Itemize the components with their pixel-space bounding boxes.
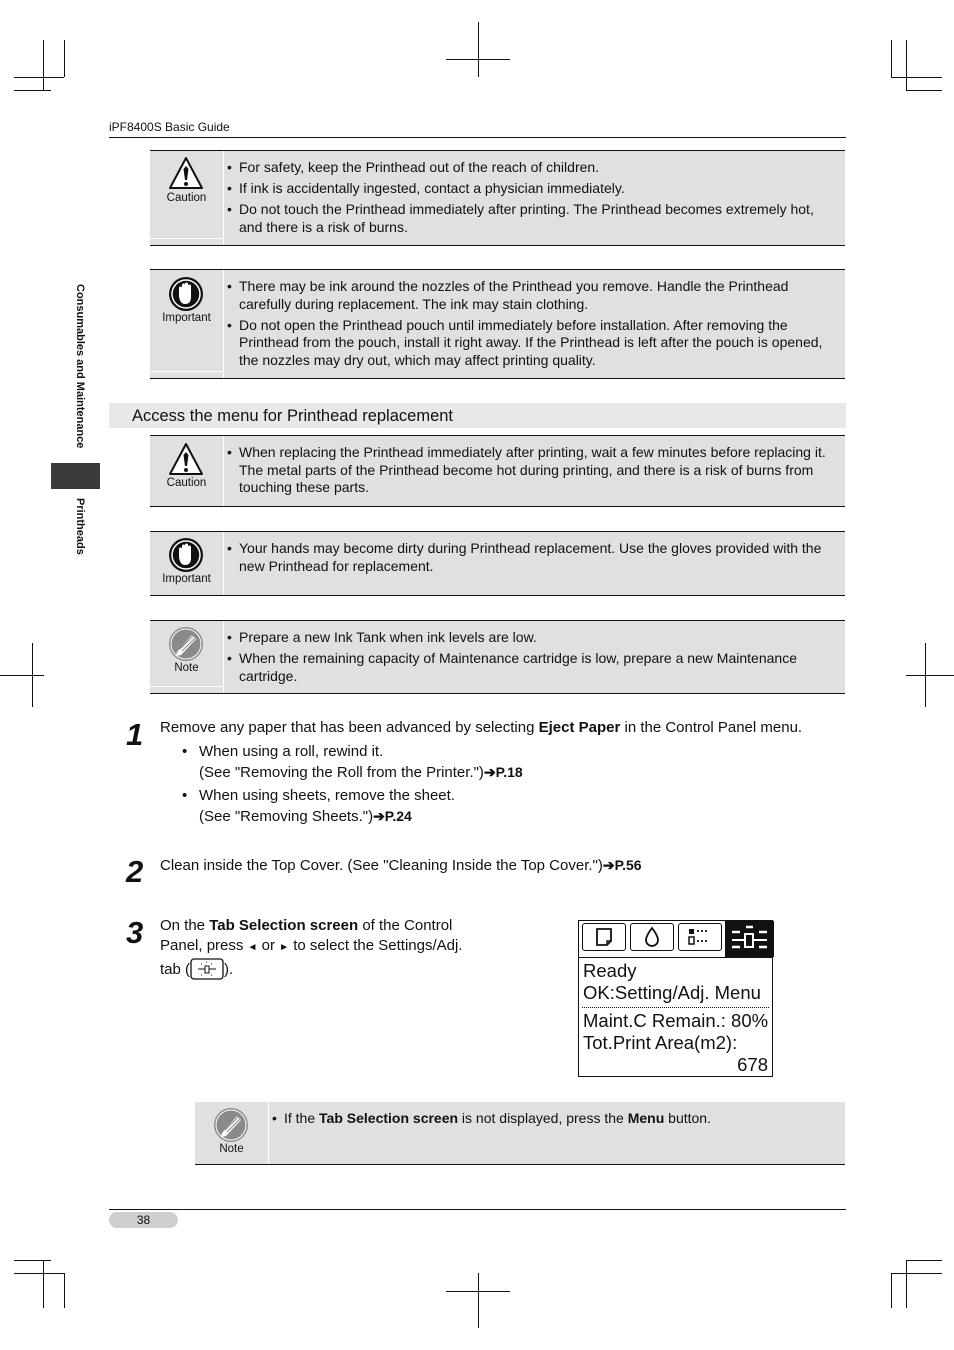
caution-box (150, 150, 845, 246)
crop-mark (0, 675, 44, 676)
lcd-line: Maint.C Remain.: 80% (583, 1010, 769, 1031)
list-item: • For safety, keep the Printhead out of the reach of children. (228, 159, 841, 177)
hand-stop-icon (168, 276, 204, 312)
crop-mark (891, 40, 892, 77)
crop-mark (906, 1260, 907, 1308)
note-label: Note (219, 1143, 244, 1155)
list-item: • Your hands may become dirty during Printhead replacement. Use the gloves provided with the new Printhead for replacement. (228, 540, 841, 575)
lcd-tab-settings[interactable] (725, 921, 774, 957)
lcd-display (578, 920, 773, 1077)
crop-mark (891, 77, 942, 78)
lcd-divider (582, 1007, 769, 1008)
list-item: • Prepare a new Ink Tank when ink levels are low. (228, 629, 841, 647)
caution-box (150, 435, 845, 507)
important-label: Important (162, 573, 211, 585)
list-item: • If the Tab Selection screen is not displayed, press the Menu button. (273, 1110, 841, 1128)
lcd-line: Tot.Print Area(m2): (583, 1032, 738, 1053)
sidebar-chapter: Consumables and Maintenance (74, 284, 86, 449)
section-heading (109, 403, 846, 428)
crop-mark (478, 22, 479, 77)
page-ref-link[interactable]: ➔P.18 (483, 764, 523, 780)
list-item: • Do not touch the Printhead immediately after printing. The Printhead becomes extremely hot, and there is a risk of burns. (228, 201, 841, 236)
crop-mark (14, 1273, 64, 1274)
settings-tab-icon (190, 958, 224, 980)
page-ref-link[interactable]: ➔P.24 (373, 808, 412, 824)
step-text: Remove any paper that has been advanced by selecting Eject Paper in the Control Panel menu. (160, 719, 803, 736)
step-text: Clean inside the Top Cover. (See "Cleaning Inside the Top Cover.")➔P.56 (160, 857, 642, 874)
note-box (195, 1102, 845, 1165)
pencil-note-icon (213, 1107, 249, 1143)
list-item: • Do not open the Printhead pouch until immediately before installation. After removing the Printhead from the pouch, install it right away. If the Printhead is left after the pouch is opened, the nozzles may dry out, which may affect printing quality. (228, 317, 841, 370)
important-label: Important (162, 312, 211, 324)
caution-label: Caution (166, 477, 207, 489)
caution-label: Caution (166, 192, 207, 204)
list-item: • There may be ink around the nozzles of the Printhead you remove. Handle the Printhead carefully during replacement. The ink may stain clothing. (228, 278, 841, 313)
crop-mark (906, 1260, 942, 1261)
right-arrow-icon: ► (279, 942, 290, 953)
crop-mark (891, 1273, 942, 1274)
page-ref-link[interactable]: ➔P.56 (602, 857, 642, 873)
list-item: • When the remaining capacity of Maintenance cartridge is low, prepare a new Maintenance cartridge. (228, 650, 841, 685)
crop-mark (478, 1273, 479, 1328)
important-box (150, 531, 845, 596)
caution-icon (168, 156, 204, 192)
step-number: 1 (126, 717, 144, 752)
lcd-tab-jobs[interactable] (678, 923, 722, 951)
paper-icon (583, 924, 625, 950)
lcd-tab-bar (579, 921, 772, 958)
crop-mark (14, 1260, 51, 1261)
sub-item: • When using a roll, rewind it. (See "Removing the Roll from the Printer.")➔P.18 (182, 743, 523, 781)
settings-adj-icon (726, 922, 773, 956)
crop-mark (906, 90, 942, 91)
crop-mark (43, 40, 44, 90)
note-label: Note (174, 662, 199, 674)
hand-stop-icon (168, 537, 204, 573)
crop-mark (891, 1273, 892, 1308)
footer-rule (109, 1209, 846, 1210)
lcd-line: 678 (737, 1054, 768, 1075)
crop-mark (446, 1291, 510, 1292)
lcd-tab-paper[interactable] (582, 923, 626, 951)
crop-mark (64, 1273, 65, 1308)
job-list-icon (679, 924, 721, 950)
guide-title: iPF8400S Basic Guide (109, 120, 230, 134)
left-arrow-icon: ◄ (247, 942, 258, 953)
lcd-line: Ready (583, 960, 637, 981)
header-rule (109, 137, 846, 138)
section-heading-text: Access the menu for Printhead replacement (132, 407, 454, 425)
caution-icon (168, 442, 204, 478)
page-number: 38 (109, 1212, 178, 1228)
ink-drop-icon (631, 924, 673, 950)
crop-mark (446, 59, 510, 60)
sub-item: • When using sheets, remove the sheet. (See "Removing Sheets.")➔P.24 (182, 787, 455, 825)
sidebar-section: Printheads (74, 498, 86, 555)
list-item: • If ink is accidentally ingested, contact a physician immediately. (228, 180, 841, 198)
important-box (150, 269, 845, 379)
note-box (150, 620, 845, 694)
crop-mark (906, 40, 907, 90)
crop-mark (906, 675, 954, 676)
step-number: 2 (126, 854, 144, 889)
crop-mark (14, 77, 64, 78)
pencil-note-icon (168, 626, 204, 662)
crop-mark (43, 1260, 44, 1308)
crop-mark (14, 90, 51, 91)
sidebar-tab-marker (51, 463, 100, 489)
lcd-tab-ink[interactable] (630, 923, 674, 951)
list-item: • When replacing the Printhead immediately after printing, wait a few minutes before replacing it. The metal parts of the Printhead become hot during printing, and there is a risk of burns from touching these parts. (228, 444, 841, 497)
step-number: 3 (126, 915, 144, 950)
step-text: On the Tab Selection screen of the Control Panel, press ◄ or ► to select the Settings/Adj. tab ( ). (160, 917, 463, 978)
crop-mark (64, 40, 65, 77)
lcd-line: OK:Setting/Adj. Menu (583, 982, 761, 1003)
